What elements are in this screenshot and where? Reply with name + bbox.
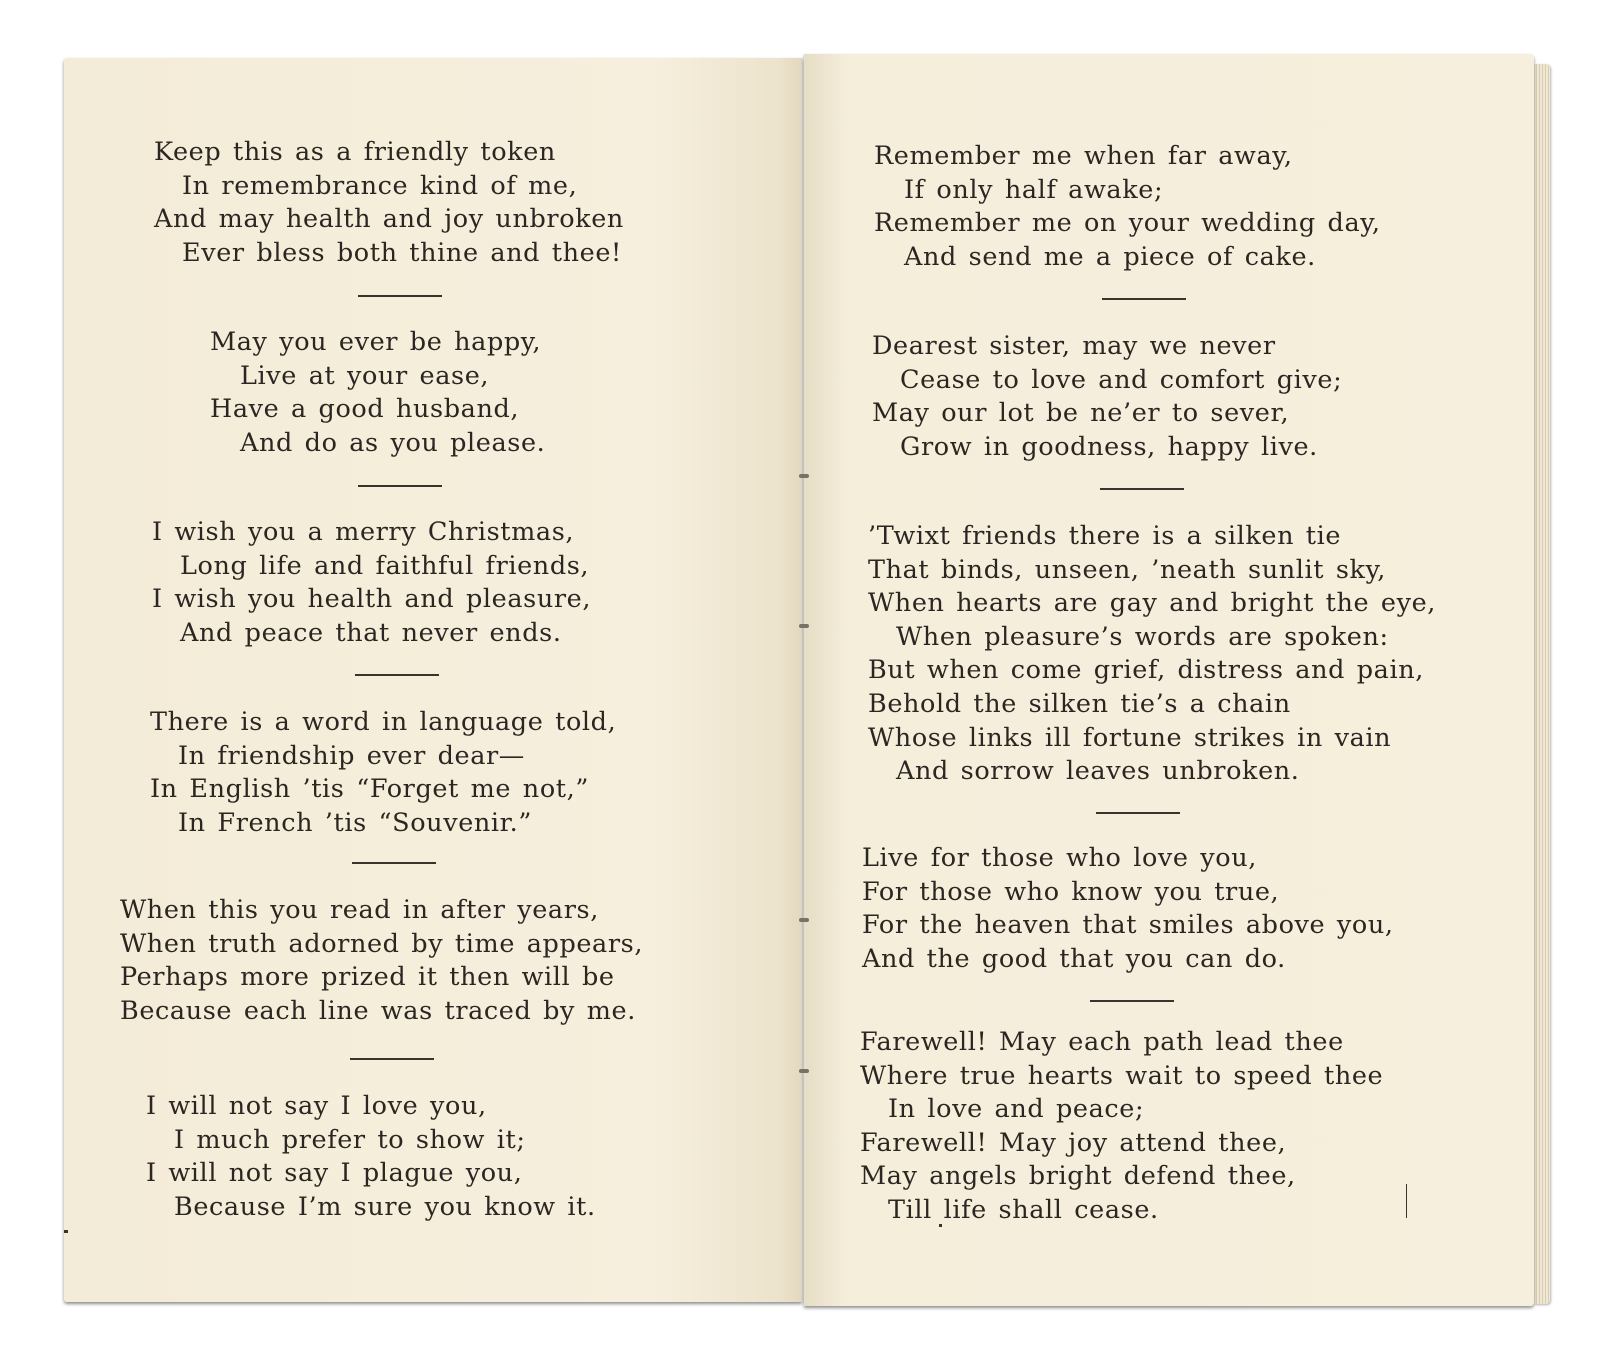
poem-line: Where true hearts wait to speed thee <box>860 1060 1384 1091</box>
stanza-divider <box>350 1058 434 1060</box>
binding-stitch <box>799 624 809 628</box>
poem-line: In friendship ever dear— <box>178 740 525 771</box>
stanza-divider <box>352 862 436 864</box>
poem-line: That binds, unseen, ’neath sunlit sky, <box>868 554 1386 585</box>
poem-line: Grow in goodness, happy live. <box>900 431 1318 462</box>
poem-line: And the good that you can do. <box>862 943 1286 974</box>
poem-line: And do as you please. <box>240 427 546 458</box>
poem-line: Remember me when far away, <box>874 141 1293 171</box>
poem-line: Have a good husband, <box>210 394 520 425</box>
poem-line: When hearts are gay and bright the eye, <box>868 588 1437 619</box>
poem-line: If only half awake; <box>904 174 1164 205</box>
poem-line: I much prefer to show it; <box>174 1124 526 1155</box>
right-stanza-4 <box>862 842 1394 976</box>
stanza-divider <box>358 295 442 297</box>
poem-line: I will not say I love you, <box>146 1091 487 1121</box>
page-edges <box>1534 64 1550 1304</box>
poem-line: Behold the silken tie’s a chain <box>868 688 1291 719</box>
poem-line: Keep this as a friendly token <box>154 137 556 167</box>
right-stanza-3 <box>868 520 1436 789</box>
poem-line: When this you read in after years, <box>120 895 599 925</box>
poem-line: Ever bless both thine and thee! <box>182 237 622 268</box>
left-stanza-1 <box>154 136 624 270</box>
poem-line: For the heaven that smiles above you, <box>862 910 1394 941</box>
poem-line: Long life and faithful friends, <box>180 550 590 581</box>
poem-line: And may health and joy unbroken <box>154 204 624 235</box>
poem-line: May our lot be ne’er to sever, <box>872 398 1290 429</box>
poem-line: In love and peace; <box>888 1094 1145 1125</box>
left-stanza-5 <box>120 894 643 1028</box>
poem-line: Till life shall cease. <box>888 1194 1159 1225</box>
left-stanza-3 <box>152 516 591 650</box>
poem-line: And send me a piece of cake. <box>904 241 1316 272</box>
poem-line: Farewell! May joy attend thee, <box>860 1127 1287 1158</box>
paper-mark <box>64 1230 68 1233</box>
binding-stitch <box>799 1069 809 1073</box>
poem-line: May angels bright defend thee, <box>860 1161 1296 1192</box>
paper-mark <box>1406 1184 1407 1218</box>
poem-line: Live at your ease, <box>240 360 490 391</box>
left-stanza-6 <box>146 1090 596 1224</box>
poem-line: In French ’tis “Souvenir.” <box>178 807 532 838</box>
poem-line: Live for those who love you, <box>862 843 1257 873</box>
stanza-divider <box>1090 1000 1174 1002</box>
poem-line: I wish you health and pleasure, <box>152 584 592 615</box>
right-stanza-2 <box>872 330 1342 464</box>
poem-line: Farewell! May each path lead thee <box>860 1027 1344 1057</box>
stanza-divider <box>358 485 442 487</box>
stanza-divider <box>1102 298 1186 300</box>
poem-line: I wish you a merry Christmas, <box>152 517 575 547</box>
binding-stitch <box>799 474 809 478</box>
poem-line: When pleasure’s words are spoken: <box>896 621 1389 652</box>
poem-line: Remember me on your wedding day, <box>874 208 1381 239</box>
stanza-divider <box>1096 812 1180 814</box>
poem-line: Perhaps more prized it then will be <box>120 962 615 993</box>
left-stanza-4 <box>150 706 616 840</box>
poem-line: When truth adorned by time appears, <box>120 928 644 959</box>
poem-line: Whose links ill fortune strikes in vain <box>868 722 1392 753</box>
poem-line: I will not say I plague you, <box>146 1158 523 1189</box>
right-stanza-1 <box>874 140 1381 274</box>
poem-line: In English ’tis “Forget me not,” <box>150 774 589 805</box>
stanza-divider <box>1100 488 1184 490</box>
stanza-divider <box>355 674 439 676</box>
poem-line: Because each line was traced by me. <box>120 995 636 1026</box>
poem-line: Dearest sister, may we never <box>872 331 1276 361</box>
binding-stitch <box>799 918 809 922</box>
poem-line: For those who know you true, <box>862 876 1280 907</box>
poem-line: There is a word in language told, <box>150 707 617 737</box>
poem-line: May you ever be happy, <box>210 327 542 357</box>
left-stanza-2 <box>210 326 545 460</box>
poem-line: Cease to love and comfort give; <box>900 364 1343 395</box>
right-stanza-5 <box>860 1026 1383 1228</box>
poem-line: And sorrow leaves unbroken. <box>896 756 1300 787</box>
poem-line: ’Twixt friends there is a silken tie <box>868 521 1342 551</box>
poem-line: But when come grief, distress and pain, <box>868 655 1424 686</box>
poem-line: And peace that never ends. <box>180 617 562 648</box>
poem-line: Because I’m sure you know it. <box>174 1191 596 1222</box>
poem-line: In remembrance kind of me, <box>182 170 578 201</box>
